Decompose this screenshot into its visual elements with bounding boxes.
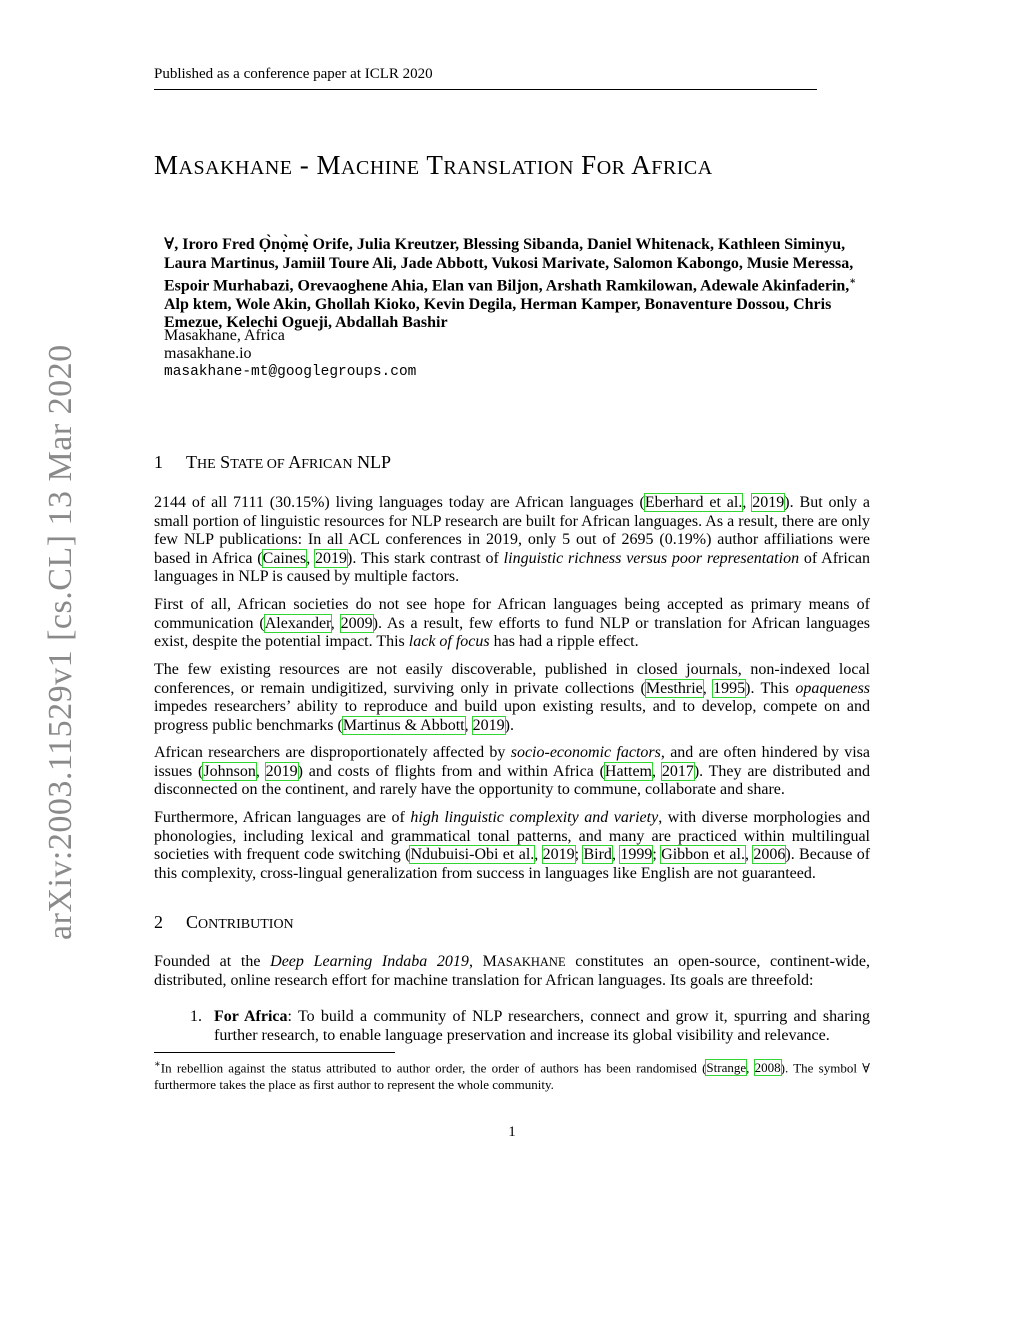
citation-link[interactable]: Alexander (264, 614, 331, 632)
author-list: ∀, Iroro Fred Ọ̀nọ̀mẹ̀ Orife, Julia Kreutzer, Blessing Sibanda, Daniel Whitenack, Kathleen Siminyu, Laura Martinus, Jamiil Toure Ali, Jade Abbott, Vukosi Marivate, Salomon Kabongo, Musie Meressa, Espoir Murhabazi, Orevaoghene Ahia, Elan van Biljon, Arshath Ramkilowan, Adewale Akinfaderin,∗ Alp ktem, Wole Akin, Ghollah Kioko, Kevin Degila, Herman Kamper, Bonaventure Dossou, Chris Emezue, Kelechi Ogueji, Abdallah Bashir (164, 236, 857, 332)
citation-link[interactable]: Hattem (604, 762, 652, 780)
section-2-heading: 2 CONTRIBUTION (154, 912, 294, 932)
paper-title: MASAKHANE - MACHINE TRANSLATION FOR AFRICA (154, 150, 713, 180)
citation-link[interactable]: 1999 (620, 846, 653, 863)
section-1-heading: 1 THE STATE OF AFRICAN NLP (154, 452, 392, 472)
citation-link[interactable]: Strange (706, 1060, 747, 1076)
citation-link[interactable]: 2019 (472, 716, 505, 734)
citation-link[interactable]: 2019 (315, 549, 348, 567)
header-rule (154, 89, 817, 90)
citation-link[interactable]: Gibbon et al. (661, 846, 745, 863)
citation-link[interactable]: Martinus & Abbott (342, 716, 465, 734)
citation-link[interactable]: 2009 (340, 614, 373, 632)
page-number: 1 (508, 1124, 516, 1140)
footnote-rule (154, 1052, 395, 1053)
affiliation-org: Masakhane, Africa (164, 327, 285, 344)
citation-link[interactable]: 2019 (265, 762, 298, 780)
citation-link[interactable]: Caines (262, 549, 307, 567)
citation-link[interactable]: Bird (583, 846, 612, 863)
paragraph: First of all, African societies do not see hope for African languages being accepted as primary means of communication (Alexander, 2009). As a result, few efforts to fund NLP or translation for African languages exist, despite the potential impact. This lack of focus has had a ripple effect. (154, 596, 871, 650)
paragraph: The few existing resources are not easily discoverable, published in closed journals, non-indexed local conferences, or remain undigitized, surviving only in private collections (Mesthrie, 1995). This opaqueness impedes researchers’ ability to reproduce and build upon existing results, and to develop, compete on and progress public benchmarks (Martinus & Abbott, 2019). (154, 661, 871, 734)
affiliation-email[interactable]: masakhane-mt@googlegroups.com (164, 364, 417, 380)
footnote: ∗In rebellion against the status attributed to author order, the order of authors has been randomised (Strange, 2008). The symbol ∀ furthermore takes the place as first author to represent the whole community. (154, 1059, 871, 1093)
citation-link[interactable]: Eberhard et al. (644, 494, 743, 511)
citation-link[interactable]: 2019 (542, 846, 575, 863)
affiliation-website[interactable]: masakhane.io (164, 345, 252, 362)
paragraph: African researchers are disproportionately affected by socio-economic factors, and are often hindered by visa issues (Johnson, 2019) and costs of flights from and within Africa (Hattem, 2017). They are distributed and disconnected on the continent, and rarely have the opportunity to commune, collaborate and share. (154, 744, 871, 798)
citation-link[interactable]: Mesthrie (645, 679, 703, 697)
paragraph: Founded at the Deep Learning Indaba 2019, MASAKHANE constitutes an open-source, continent-wide, distributed, online research effort for machine translation for African languages. Its goals are threefold: (154, 953, 870, 989)
paragraph: Furthermore, African languages are of high linguistic complexity and variety, with diverse morphologies and phonologies, including lexical and grammatical tonal patterns, and many are practiced within multilingual societies with frequent code switching (Ndubuisi-Obi et al., 2019; Bird, 1999; Gibbon et al., 2006). Because of this complexity, cross-lingual generalization from success in languages like English are not guaranteed. (154, 809, 871, 882)
citation-link[interactable]: Johnson (203, 762, 256, 780)
affiliation-block (164, 327, 416, 381)
paragraph: 2144 of all 7111 (30.15%) living languages today are African languages (Eberhard et al., 2019). But only a small portion of linguistic resources for NLP research are built for African languages. As a result, there are only few NLP publications: In all ACL conferences in 2019, only 5 out of 2695 (0.19%) author affiliations were based in Africa (Caines, 2019). This stark contrast of linguistic richness versus poor representation of African languages in NLP is caused by multiple factors. (154, 494, 871, 585)
citation-link[interactable]: 2019 (752, 494, 785, 511)
citation-link[interactable]: 2008 (754, 1060, 781, 1076)
citation-link[interactable]: 2017 (661, 762, 694, 780)
citation-link[interactable]: 1995 (713, 679, 746, 697)
footnote-mark: ∗ (849, 276, 857, 287)
arxiv-stamp: arXiv:2003.11529v1 [cs.CL] 13 Mar 2020 (42, 344, 79, 940)
running-header: Published as a conference paper at ICLR 2020 (154, 66, 433, 82)
citation-link[interactable]: Ndubuisi-Obi et al. (410, 846, 535, 863)
citation-link[interactable]: 2006 (753, 846, 786, 863)
goals-list-item: 1. For Africa: To build a community of NLP researchers, connect and grow it, spurring and sharing further research, to enable language preservation and increase its global visibility and relevance. (190, 1008, 871, 1044)
